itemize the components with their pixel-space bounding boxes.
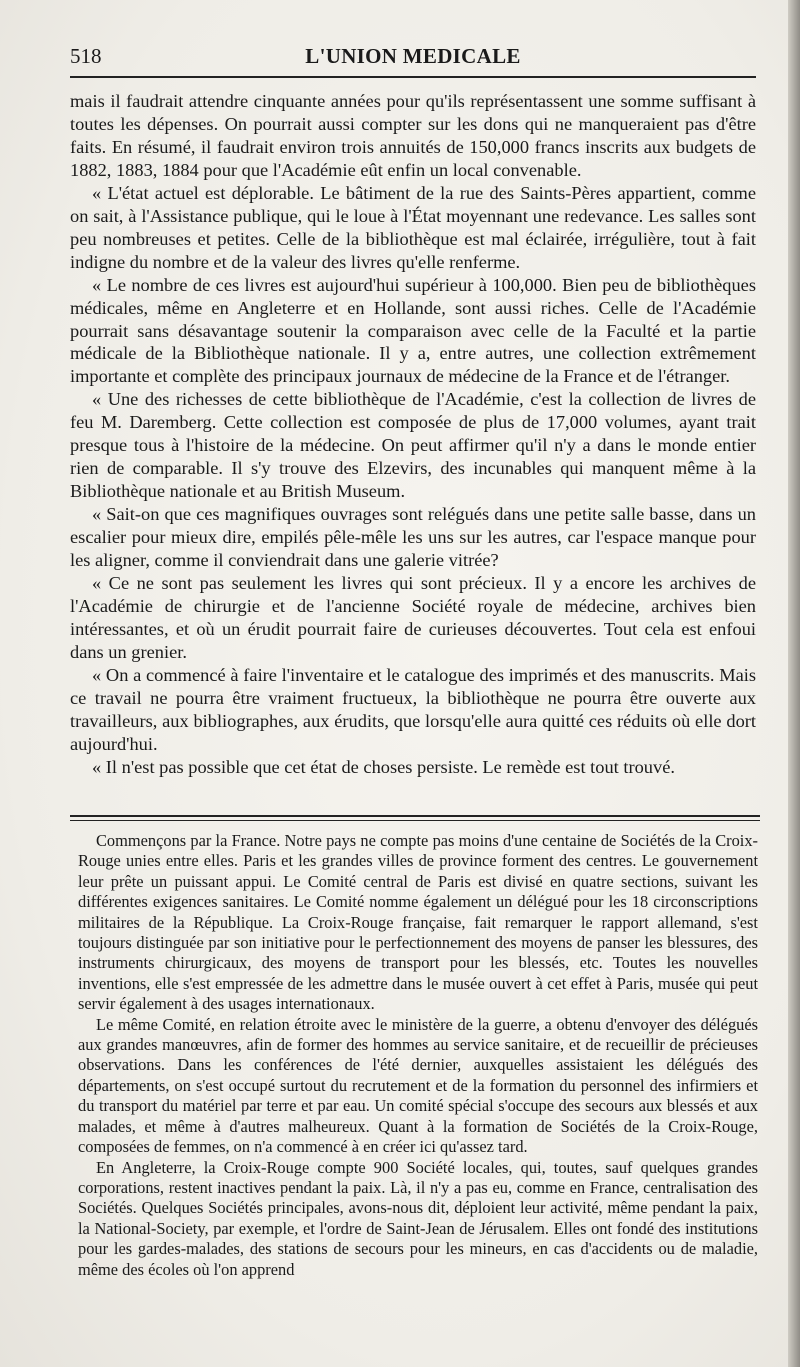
feuilleton-paragraph: Commençons par la France. Notre pays ne compte pas moins d'une centaine de Sociétés de la Croix-Rouge unies entre elles. Paris et les grandes villes de province forment des centres. Le gouvernement leur prête un puissant appui. Le Comité central de Paris est divisé en quatre sections, suivant les différentes exigences sanitaires. Le Comité nomme également un délégué pour les 18 circonscriptions militaires de la République. La Croix-Rouge française, fait remarquer le rapport allemand, s'est toujours distinguée par son initiative pour le perfectionnement des moyens de panser les blessures, des instruments chirurgicaux, des moyens de transport pour les blessés, etc. Toutes les nouvelles inventions, elle s'est empressée de les admettre dans le musée ouvert à cet effet à Paris, musée qui peut servir également à des usages internationaux. bbox=[78, 831, 758, 1014]
feuilleton-paragraph: Le même Comité, en relation étroite avec le ministère de la guerre, a obtenu d'envoyer des délégués aux grandes manœuvres, afin de former des hommes au service sanitaire, et de recueillir de précieuses observations. Dans les conférences de l'été dernier, auxquelles assistaient les délégués des départements, on s'est occupé surtout du recrutement et de la formation du personnel des infirmiers et du transport du matériel par terre et par eau. Un comité spécial s'occupe des secours aux blessés et aux malades, et même à d'autres malheureux. Quant à la formation de Sociétés de la Croix-Rouge, composées de femmes, on n'a commencé à en créer ici qu'assez tard. bbox=[78, 1014, 758, 1157]
body-paragraph: « Ce ne sont pas seulement les livres qui sont précieux. Il y a encore les archives de l'Académie de chirurgie et de l'ancienne Société royale de médecine, archives bien intéressantes, et où un érudit pourrait faire de curieuses découvertes. Tout cela est enfoui dans un grenier. bbox=[70, 573, 756, 662]
body-paragraph: « Le nombre de ces livres est aujourd'hui supérieur à 100,000. Bien peu de bibliothèques médicales, même en Angleterre et en Hollande, sont aussi riches. Celle de l'Académie pourrait sans désavantage soutenir la comparaison avec celle de la Faculté et la partie médicale de la Bibliothèque nationale. Il y a, entre autres, une collection extrêmement importante et complète des principaux journaux de médecine de la France et de l'étranger. bbox=[70, 274, 756, 387]
body-paragraph: « Sait-on que ces magnifiques ouvrages sont relégués dans une petite salle basse, dans un escalier pour mieux dire, empilés pêle-mêle les uns sur les autres, car l'espace manque pour les aligner, comme il conviendrait dans une galerie vitrée? bbox=[70, 504, 756, 571]
page-edge-shadow bbox=[788, 0, 800, 1367]
header-rule bbox=[70, 76, 756, 78]
feuilleton-paragraph: En Angleterre, la Croix-Rouge compte 900 Société locales, qui, toutes, sauf quelques grandes corporations, restent inactives pendant la paix. Là, il n'y a pas eu, comme en France, centralisation des Sociétés. Quelques Sociétés principales, avons-nous dit, déploient leur activité, même pendant la paix, la National-Society, par exemple, et l'ordre de Saint-Jean de Jérusalem. Elles ont fondé des institutions pour les gardes-malades, des stations de secours pour les mineurs, en cas d'accidents ou de maladie, même des écoles où l'on apprend bbox=[78, 1157, 758, 1279]
page-number: 518 bbox=[70, 44, 102, 68]
body-paragraph: « On a commencé à faire l'inventaire et le catalogue des imprimés et des manuscrits. Mais ce travail ne pourra être vraiment fructueux, la bibliothèque ne pourra être ouverte aux travailleurs, aux bibliographes, aux érudits, que lorsqu'elle aura quitté ces réduits où elle dort aujourd'hui. bbox=[70, 664, 756, 754]
running-title: L'UNION MEDICALE bbox=[305, 44, 521, 68]
section-divider-thin bbox=[70, 820, 760, 821]
page-header bbox=[70, 44, 756, 70]
body-paragraph: « Une des richesses de cette bibliothèque de l'Académie, c'est la collection de livres de feu M. Daremberg. Cette collection est composée de plus de 17,000 volumes, ayant trait presque tous à l'histoire de la médecine. On peut affirmer qu'il n'y a dans le monde entier rien de comparable. Il s'y trouve des Elzevirs, des incunables qui manquent même à la Bibliothèque nationale et au British Museum. bbox=[70, 389, 756, 502]
body-paragraph: « L'état actuel est déplorable. Le bâtiment de la rue des Saints-Pères appartient, comme on sait, à l'Assistance publique, qui le loue à l'État moyennant une redevance. Les salles sont peu nombreuses et petites. Celle de la bibliothèque est mal éclairée, irrégulière, tout à fait indigne du nombre et de la valeur des livres qu'elle renferme. bbox=[70, 182, 756, 272]
main-body bbox=[70, 90, 756, 779]
body-paragraph: « Il n'est pas possible que cet état de choses persiste. Le remède est tout trouvé. bbox=[92, 756, 675, 777]
feuilleton-section bbox=[78, 831, 758, 1280]
section-divider-thick bbox=[70, 815, 760, 817]
body-paragraph: mais il faudrait attendre cinquante années pour qu'ils représentassent une somme suffisant à toutes les dépenses. On pourrait aussi compter sur les dons qui ne manqueraient pas d'être faits. En résumé, il faudrait environ trois annuités de 150,000 francs inscrits aux budgets de 1882, 1883, 1884 pour que l'Académie eût enfin un local convenable. bbox=[70, 91, 756, 180]
